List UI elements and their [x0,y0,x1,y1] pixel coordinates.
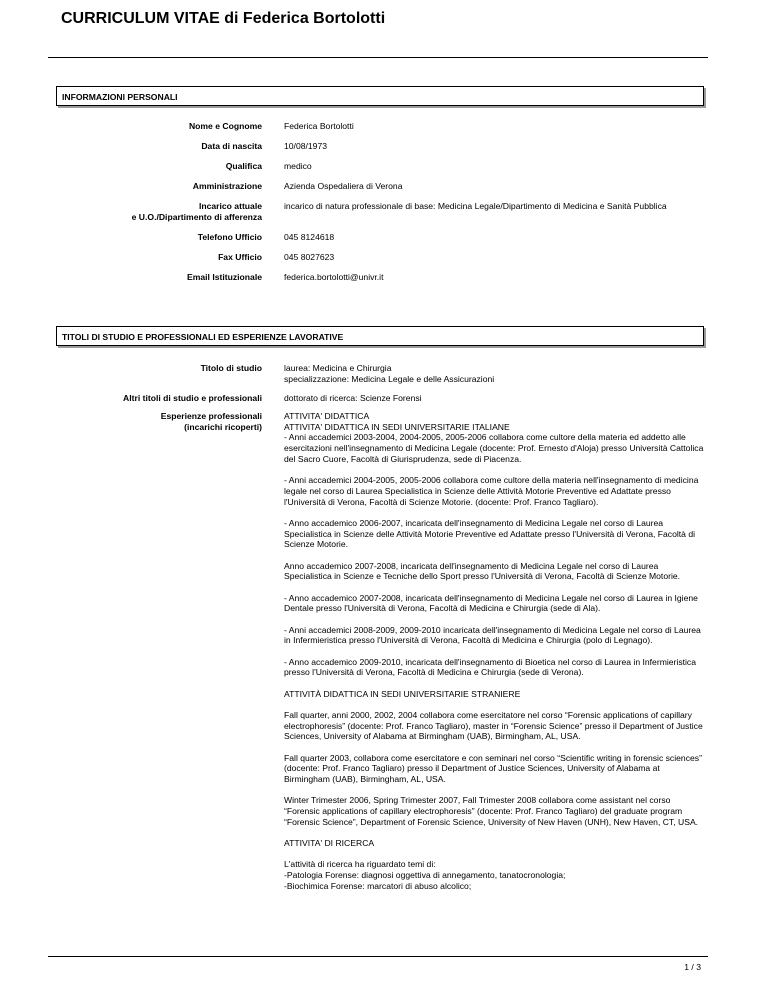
value-qualification: medico [284,161,312,171]
label-office-fax: Fax Ufficio [218,252,262,262]
label-experience [161,411,262,432]
page-number: 1 / 3 [684,962,701,972]
experience-heading-teaching: ATTIVITA' DIDATTICA [284,411,370,421]
value-office-phone: 045 8124618 [284,232,335,242]
experience-paragraph: - Anni accademici 2008-2009, 2009-2010 incaricata dell'insegnamento di Medicina Legale nel corso di Laurea in Infermieristica presso l'Università di Verona, Facoltà di Medicina e Chirurgia (polo di Legnago). [284,624,701,646]
experience-heading-research: ATTIVITA' DI RICERCA [284,837,375,848]
label-name: Nome e Cognome [188,121,262,131]
experience-paragraph: Winter Trimester 2006, Spring Trimester 2007, Fall Trimester 2008 collabora come assistant nel corso “Forensic applications of capillary electrophoresis” (docente: Prof. Franco Tagliaro) del graduate program “Forensic Science”, Department of Forensic Science, University of New Haven (UNH), New Haven, CT, USA. [284,795,699,827]
experience-paragraph: - Anno accademico 2007-2008, incaricata dell'insegnamento di Medicina Legale nel corso di Laurea in Igiene Dentale presso l'Università di Verona, Facoltà di Medicina e Chirurgia (sede di Ala). [284,592,698,614]
research-item: -Biochimica Forense: marcatori di abuso alcolico; [284,880,472,891]
experience-paragraph: - Anni accademici 2003-2004, 2004-2005, 2005-2006 collabora come cultore della materia ed addetto alle esercitazioni nell'insegnamento di Medicina Legale (docente: Prof. Ernesto d'Aloja) presso Università Cattolica del Sacro Cuore, Facoltà di Giurisprudenza, sede di Piacenza. [284,432,704,464]
value-current-role: incarico di natura professionale di base: Medicina Legale/Dipartimento di Medicina e Sanità Pubblica [284,201,667,211]
experience-paragraph: Fall quarter, anni 2000, 2002, 2004 collabora come esercitatore nel corso “Forensic applications of capillary electrophoresis” (docente: Prof. Franco Tagliaro), master in “Forensic Science” presso il Department of Justice Sciences, University of Alabama at Birmingham (UAB), Birmingham, AL, USA. [284,709,703,742]
value-birth-date: 10/08/1973 [284,141,328,151]
page-title: CURRICULUM VITAE di Federica Bortolotti [61,10,386,27]
label-degree: Titolo di studio [200,363,262,373]
label-email: Email Istituzionale [187,272,262,282]
experience-paragraph: - Anni accademici 2004-2005, 2005-2006 collabora come cultore della materia nell'insegnamento di medicina legale nel corso di Laurea Specialistica in Scienze delle Attività Motorie Preventive ed Adattate presso l'Università di Verona, Facoltà di Scienze Motorie. (docente: Prof. Franco Tagliaro). [284,475,699,507]
research-intro: L'attività di ricerca ha riguardato temi di: [284,859,436,870]
label-office-phone: Telefono Ufficio [197,232,262,242]
value-degree-line2: specializzazione: Medicina Legale e delle Assicurazioni [284,373,495,384]
experience-heading-teaching-abroad: ATTIVITÀ DIDATTICA IN SEDI UNIVERSITARIE STRANIERE [284,688,521,699]
section-header-studies: TITOLI DI STUDIO E PROFESSIONALI ED ESPERIENZE LAVORATIVE [56,326,704,346]
section-header-personal: INFORMAZIONI PERSONALI [56,86,704,106]
value-degree [284,363,704,384]
value-office-fax: 045 8027623 [284,252,335,262]
label-current-role-line2: e U.O./Dipartimento di afferenza [131,211,262,222]
value-name: Federica Bortolotti [284,121,354,131]
value-email: federica.bortolotti@univr.it [284,272,384,282]
experience-text [284,411,704,891]
label-experience-line2: (incarichi ricoperti) [184,421,262,432]
experience-paragraph: - Anno accademico 2009-2010, incaricata dell'insegnamento di Bioetica nel corso di Laurea in Infermieristica presso l'Università di Verona, Facoltà di Medicina e Chirurgia (sede di Verona). [284,656,696,678]
label-experience-line1: Esperienze professionali [160,411,262,421]
label-other-titles: Altri titoli di studio e professionali [123,393,262,403]
experience-paragraph: Fall quarter 2003, collabora come esercitatore e con seminari nel corso “Scientific writing in forensic sciences” (docente: Prof. Franco Tagliaro) presso il Department of Justice Sciences, University of Alabama at Birmingham (UAB), Birmingham, AL, USA. [284,752,702,784]
value-other-titles: dottorato di ricerca: Scienze Forensi [284,393,422,403]
experience-heading-teaching-italy: ATTIVITA' DIDATTICA IN SEDI UNIVERSITARIE ITALIANE [284,421,510,432]
footer-divider [48,956,708,957]
label-qualification: Qualifica [225,161,262,171]
value-degree-line1: laurea: Medicina e Chirurgia [284,363,392,373]
header-divider [48,57,708,58]
experience-paragraph: - Anno accademico 2006-2007, incaricata dell'insegnamento di Medicina Legale nel corso di Laurea Specialistica in Scienze delle Attività Motorie Preventive ed Adattate presso l'Università di Verona, Facoltà di Scienze Motorie. [284,517,696,550]
experience-paragraph: Anno accademico 2007-2008, incaricata dell'insegnamento di Medicina Legale nel corso di Laurea Specialistica in Scienze e Tecniche dello Sport presso l'Università di Verona, Facoltà di Scienze Motorie. [284,560,681,582]
label-current-role-line1: Incarico attuale [198,201,262,211]
label-administration: Amministrazione [192,181,262,191]
research-item: -Patologia Forense: diagnosi oggettiva di annegamento, tanatocronologia; [284,869,566,880]
value-administration: Azienda Ospedaliera di Verona [284,181,403,191]
label-birth-date: Data di nascita [201,141,262,151]
label-current-role [132,201,262,222]
